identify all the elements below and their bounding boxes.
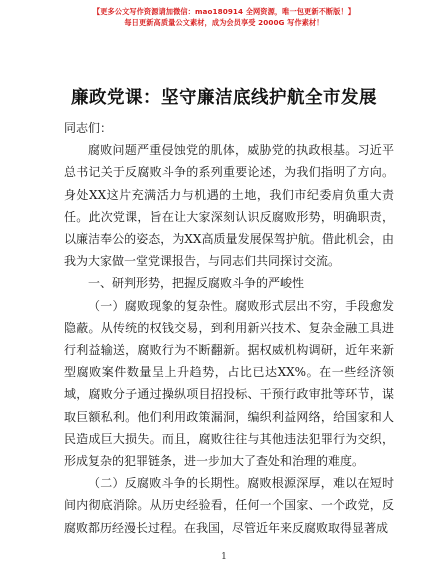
greeting: 同志们： (64, 121, 113, 135)
document-body (64, 117, 394, 539)
page-number: 1 (221, 552, 227, 562)
intro-paragraph: 腐败问题严重侵蚀党的肌体，威胁党的执政根基。习近平总书记关于反腐败斗争的系列重要论述，为我们指明了方向。身处XX这片充满活力与机遇的土地，我们市纪委肩负重大责任。此次党课，旨在让大家深刻认识反腐败形势，明确职责，以廉洁奉公的姿态，为XX高质量发展保驾护航。借此机会，由我为大家做一堂党课报告，与同志们共同探讨交流。 (64, 143, 394, 269)
promo-banner (0, 6, 448, 28)
subsection-paragraph-2: （二）反腐败斗争的长期性。腐败根源深厚，难以在短时间内彻底消除。从历史经验看，任何一个国家、一个政党，反腐败都历经漫长过程。在我国，尽管近年来反腐败取得显著成 (64, 476, 394, 535)
subsection-paragraph-1: （一）腐败现象的复杂性。腐败形式层出不穷，手段愈发隐蔽。从传统的权钱交易，到利用新兴技术、复杂金融工具进行利益输送，腐败行为不断翻新。据权威机构调研，近年来新型腐败案件数量呈上升趋势，占比已达XX%。在一些经济领域，腐败分子通过操纵项目招投标、干预行政审批等环节，谋取巨额私利。他们利用政策漏洞，编织利益网络，给国家和人民造成巨大损失。而且，腐败往往与其他违法犯罪行为交织，形成复杂的犯罪链条，进一步加大了查处和治理的难度。 (64, 298, 394, 469)
promo-banner-line-2: 每日更新高质量公文素材，成为会员享受 2000G 写作素材！ (124, 18, 324, 27)
promo-banner-line-1: 【更多公文写作资源请加微信：mao180914 全网资源，唯一包更新不断版！】 (92, 7, 356, 16)
section-heading-1: 一、研判形势，把握反腐败斗争的严峻性 (88, 276, 305, 291)
document-title: 廉政党课：坚守廉洁底线护航全市发展 (71, 88, 377, 108)
